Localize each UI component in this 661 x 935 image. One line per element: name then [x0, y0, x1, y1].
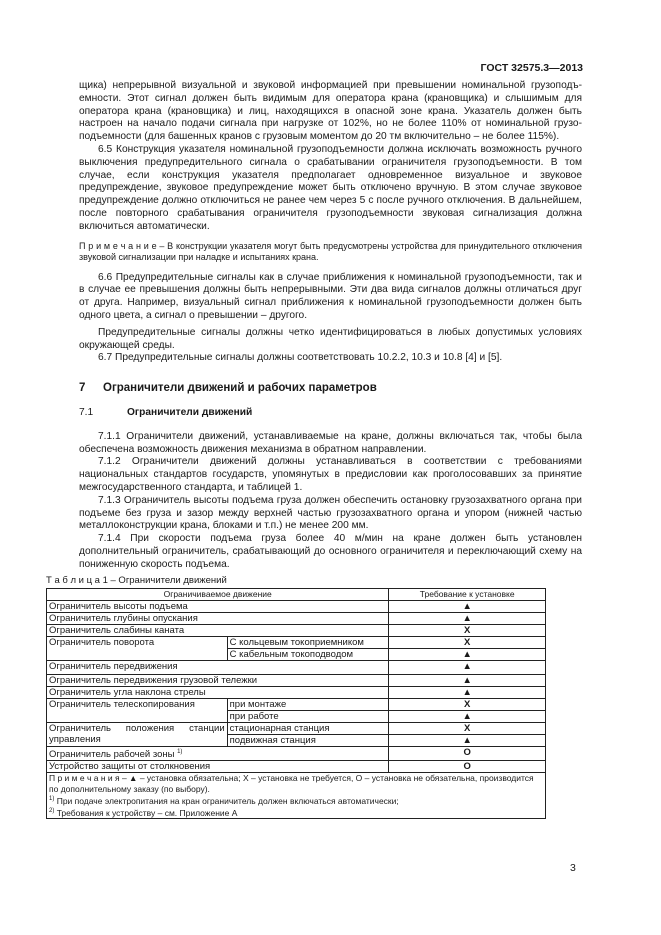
- table-row: [47, 601, 546, 613]
- requirement-cell: ▲: [389, 687, 546, 699]
- subsection-7-1-title: Ограничители движений: [127, 406, 253, 418]
- paragraph-6-7: 6.7 Предупредительные сигналы должны соответствовать 10.2.2, 10.3 и 10.8 [4] и [5].: [98, 352, 503, 364]
- table-row: [47, 625, 546, 637]
- limiters-table: [46, 588, 546, 819]
- column-header-requirement: Требование к установке: [389, 589, 546, 601]
- row-label: Ограничитель телескопирования: [47, 699, 228, 723]
- notes-legend: П р и м е ч а н и я – ▲ – установка обязательна; X – установка не требуется, О – установка не обязательна, производится по дополнительному заказу (по выбору).: [49, 773, 534, 794]
- row-label-cell: [47, 747, 389, 761]
- footnote-2-text: Требования к устройству – см. Приложение А: [56, 808, 238, 818]
- row-label: Ограничитель слабины каната: [47, 625, 389, 637]
- row-label: Ограничитель поворота: [47, 637, 228, 661]
- row-label: Ограничитель рабочей зоны: [49, 749, 175, 761]
- footnote-2: [49, 806, 543, 818]
- table-caption: Т а б л и ц а 1 – Ограничители движений: [46, 574, 227, 586]
- footnote-1-text: При подаче электропитания на кран ограничитель должен включаться автоматически;: [56, 795, 399, 806]
- requirement-cell: О: [389, 761, 546, 773]
- paragraph-7-1-1: 7.1.1 Ограничители движений, устанавливаемые на кране, должны включаться так, чтобы была обеспечена возможность движения механизма в обратном направлении.: [79, 430, 582, 455]
- requirement-cell: ▲: [389, 661, 546, 675]
- row-sublabel: при монтаже: [227, 699, 389, 711]
- section-7-title: Ограничители движений и рабочих параметров: [103, 382, 377, 395]
- row-sublabel: стационарная станция: [227, 723, 389, 735]
- table-row: [47, 675, 546, 687]
- row-sublabel: С кольцевым токоприемником: [227, 637, 389, 649]
- table-row: [47, 613, 546, 625]
- subsection-7-1-heading: [79, 407, 582, 420]
- row-label: Ограничитель высоты подъема: [47, 601, 389, 613]
- table-row: [47, 747, 546, 761]
- paragraph-6-5: 6.5 Конструкция указателя номинальной грузоподъемности должна исключать возможность ручного выключения предупредительного сигнала о срабатывании ограничителя грузоподъемности. В том случае, если конструкция указателя предполагает одновременное визуальное и звуковое предупреждение, звуковое предупреждение может быть отключено вручную. В этом случае звуковое предупреждение должно отключиться не ранее чем через 5 с после ручного отключения. В дальнейшем, после повторного срабатывания ограничителя грузоподъемности звуковая сигнализация должна включиться автоматически.: [79, 143, 582, 232]
- row-label: Ограничитель глубины опускания: [47, 613, 389, 625]
- section-7-number: 7: [79, 382, 86, 395]
- paragraph-intro: щика) непрерывной визуальной и звуковой информацией при превышении номинальной грузоподъ-емности. Этот сигнал должен быть видимым для оператора крана (крановщика) и слышимым для оператора крана (крановщика) и лиц, находящихся в опасной зоне крана. Указатель должен быть настроен на начало подачи сигнала при нагрузке от 102%, но не более 110% от номинальной грузо-подъемности (для башенных кранов с грузовым моментом до 20 тм включительно – не более 115%).: [79, 80, 582, 143]
- footnote-marker: 1): [177, 749, 183, 756]
- row-label: Ограничитель положения станции управления: [47, 723, 228, 747]
- requirement-cell: X: [389, 723, 546, 735]
- document-header: ГОСТ 32575.3—2013: [480, 62, 583, 74]
- row-sublabel: подвижная станция: [227, 735, 389, 747]
- requirement-cell: ▲: [389, 613, 546, 625]
- row-label: Ограничитель передвижения грузовой тележки: [47, 675, 389, 687]
- table-row: [47, 687, 546, 699]
- section-7-heading: [79, 382, 582, 395]
- requirement-cell: X: [389, 699, 546, 711]
- footnote-1: [49, 794, 543, 806]
- footnote-1-marker: 1): [49, 796, 55, 803]
- table-notes: [47, 773, 546, 819]
- requirement-cell: ▲: [389, 601, 546, 613]
- row-label: Устройство защиты от столкновения: [47, 761, 389, 773]
- row-sublabel: С кабельным токоподводом: [227, 649, 389, 661]
- paragraph-7-1-3: 7.1.3 Ограничитель высоты подъема груза должен обеспечить остановку грузозахватного органа при подъеме без груза и зазор между верхней частью грузозахватного органа и упором (нижней частью металлоконструкции крана, блоками и т.п.) не менее 200 мм.: [79, 494, 582, 532]
- paragraph-7-1-2: 7.1.2 Ограничители движений должны устанавливаться в соответствии с требованиями национальных стандартов государств, упомянутых в предисловии как проголосовавших за принятие межгосударственного стандарта, и таблицей 1.: [79, 456, 582, 493]
- row-label: Ограничитель угла наклона стрелы: [47, 687, 389, 699]
- page-number: 3: [570, 862, 576, 874]
- row-label: Ограничитель передвижения: [47, 661, 389, 675]
- requirement-cell: X: [389, 625, 546, 637]
- note-6-5: П р и м е ч а н и е – В конструкции указателя могут быть предусмотрены устройства для принудительного отключения звуковой сигнализации при наладке и испытаниях крана.: [79, 240, 582, 263]
- paragraph-7-1-4: 7.1.4 При скорости подъема груза более 40 м/мин на кране должен быть установлен дополнительный ограничитель, срабатывающий до основного ограничителя и переключающий схему на пониженную скорость подъема.: [79, 533, 582, 570]
- subsection-7-1-number: 7.1: [79, 406, 94, 418]
- table-row: [47, 699, 546, 711]
- requirement-cell: О: [389, 747, 546, 761]
- paragraph-6-6: 6.6 Предупредительные сигналы как в случае приближения к номинальной грузоподъемности, так и в случае ее превышения должны быть непрерывными. Эти два вида сигналов должны отличаться друг от друга. Например, визуальный сигнал приближения к номинальной грузоподъемности должен быть одного цвета, а сигнал о превышении – другого.: [79, 271, 582, 321]
- table-header-row: [47, 589, 546, 601]
- requirement-cell: ▲: [389, 675, 546, 687]
- footnote-2-marker: 2): [49, 808, 55, 815]
- row-sublabel: при работе: [227, 711, 389, 723]
- table-row: [47, 761, 546, 773]
- requirement-cell: ▲: [389, 649, 546, 661]
- table-row: [47, 637, 546, 649]
- column-header-motion: Ограничиваемое движение: [47, 589, 389, 601]
- table-row: [47, 661, 546, 675]
- requirement-cell: ▲: [389, 735, 546, 747]
- document-body: [46, 80, 582, 819]
- table-notes-row: [47, 773, 546, 819]
- requirement-cell: ▲: [389, 711, 546, 723]
- table-row: [47, 723, 546, 735]
- paragraph-6-6b: Предупредительные сигналы должны четко идентифицироваться в любых допустимых условиях окружающей среды.: [79, 326, 582, 351]
- requirement-cell: X: [389, 637, 546, 649]
